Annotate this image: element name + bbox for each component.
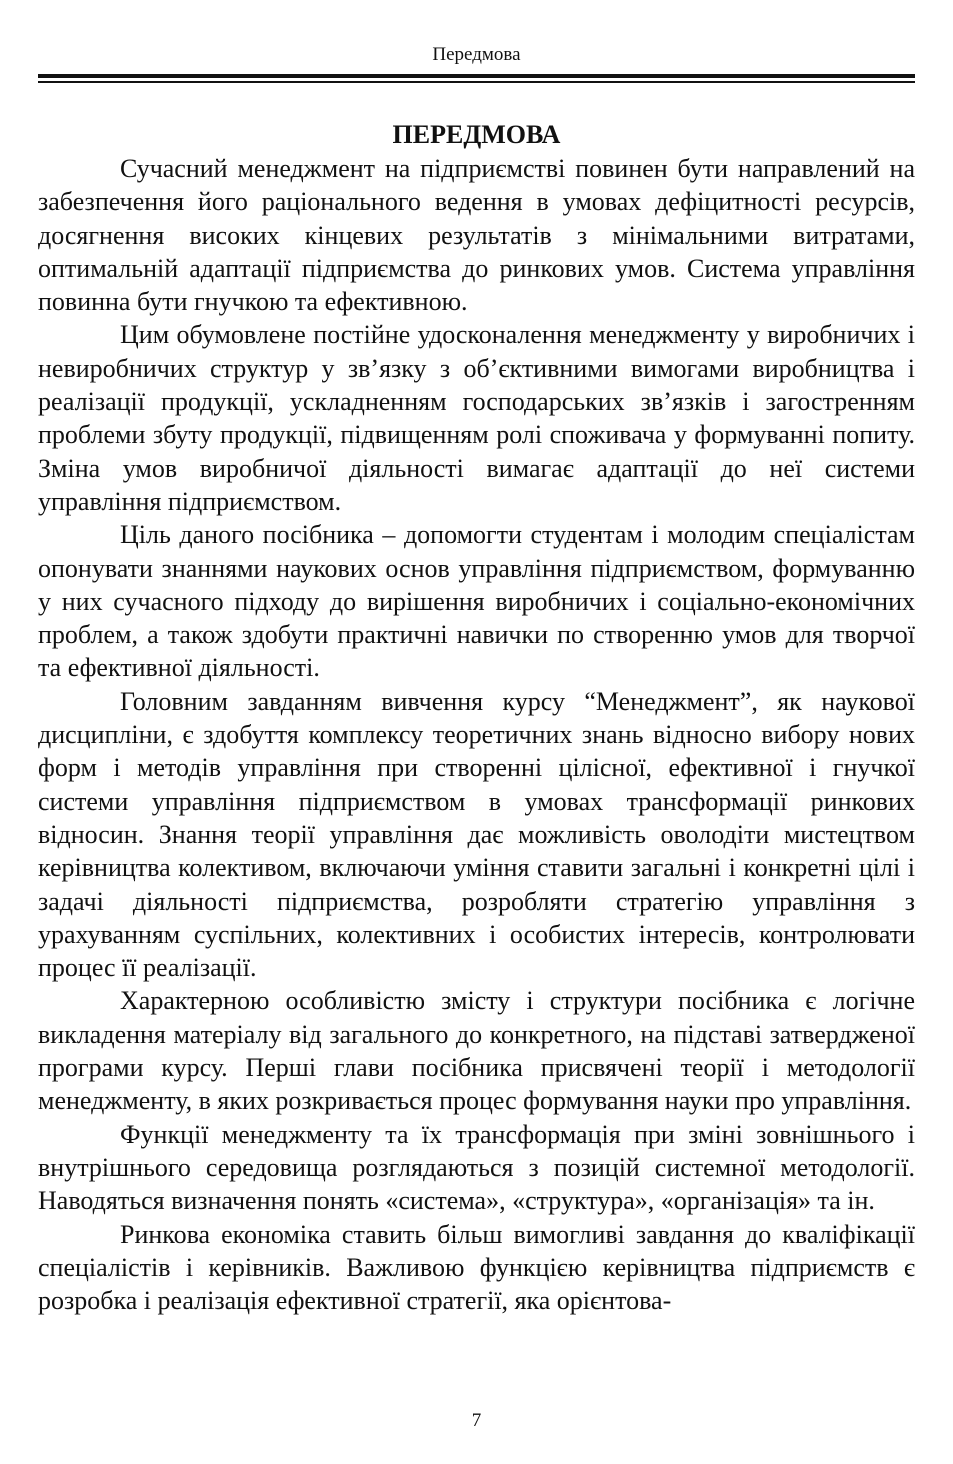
paragraph-4: Головним завданням вивчення курсу “Менеджмент”, як наукової дисципліни, є здобуття комплексу теоретичних знань відносно вибору нових форм і методів управління при створенні цілісної, ефективної і гнучкої системи управління підприємством в умовах трансформації ринкових відносин. Знання теорії управління дає можливість оволодіти мистецтвом керівництва колективом, включаючи уміння ставити загальні і конкретні цілі і задачі діяльності підприємства, розробляти стратегію управління з урахуванням суспільних, колективних і особистих інтересів, контролювати процес її реалізації. [38, 686, 915, 983]
paragraph-6: Функції менеджменту та їх трансформація при зміні зовнішнього і внутрішнього середовища розглядаються з позицій системної методології. Наводяться визначення понять «система», «структура», «організація» та ін. [38, 1119, 915, 1216]
paragraph-3: Ціль даного посібника – допомогти студентам і молодим спеціалістам опонувати знаннями наукових основ управління підприємством, формуванню у них сучасного підходу до вирішення виробничих і соціально-економічних проблем, а також здобути практичні навички по створенню умов для творчої та ефективної діяльності. [38, 520, 915, 683]
header-rule-thin [38, 81, 915, 83]
paragraph-7: Ринкова економіка ставить більш вимогливі завдання до кваліфікації спеціалістів і керівників. Важливою функцією керівництва підприємств є розробка і реалізація ефективної стратегії, яка орієнтова- [38, 1219, 915, 1316]
header-rule-thick [38, 74, 915, 78]
page-number: 7 [471, 1410, 482, 1431]
paragraph-2: Цим обумовлене постійне удосконалення менеджменту у виробничих і невиробничих структур у зв’язку з об’єктивними вимогами виробництва і реалізації продукції, ускладненням господарських зв’язків і загостренням проблеми збуту продукції, підвищенням ролі споживача у формуванні попиту. Зміна умов виробничої діяльності вимагає адаптації до неї системи управління підприємством. [38, 320, 915, 516]
page-content [38, 118, 915, 1317]
paragraph-5: Характерною особливістю змісту і структури посібника є логічне викладення матеріалу від загального до конкретного, на підставі затвердженої програми курсу. Перші глави посібника присвячені теорії і методології менеджменту, в яких розкривається процес формування науки про управління. [38, 986, 915, 1116]
running-header: Передмова [432, 44, 521, 65]
paragraph-1: Сучасний менеджмент на підприємстві повинен бути направлений на забезпечення його раціонального ведення в умовах дефіцитності ресурсів, досягнення високих кінцевих результатів з мінімальними витратами, оптимальній адаптації підприємства до ринкових умов. Система управління повинна бути гнучкою та ефективною. [38, 154, 915, 317]
section-title: ПЕРЕДМОВА [392, 120, 561, 149]
